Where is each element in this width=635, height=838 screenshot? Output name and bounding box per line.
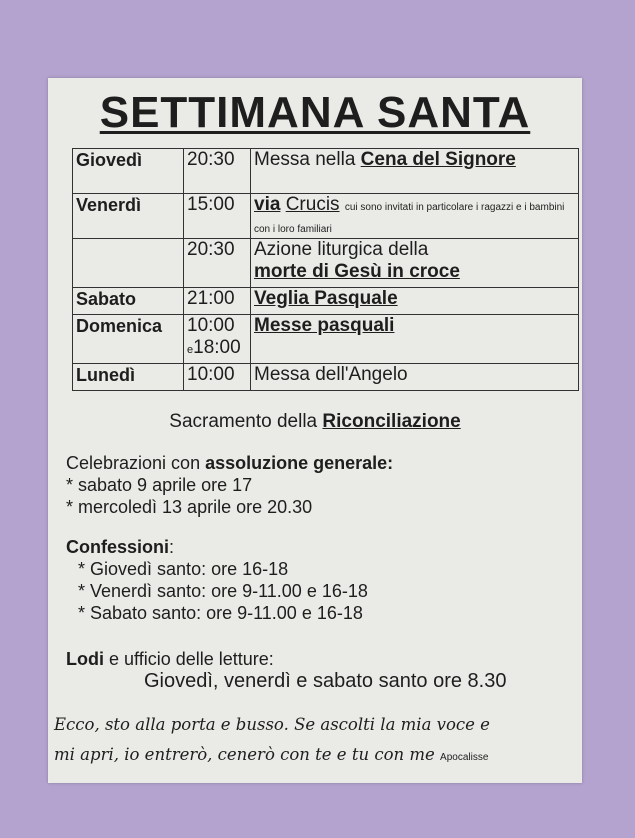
poster-sheet [48, 78, 582, 783]
event-text: Messa nella [254, 149, 361, 170]
lodi-times: Giovedì, venerdì e sabato santo ore 8.30 [144, 670, 507, 692]
poster-title: SETTIMANA SANTA [99, 88, 531, 137]
list-item: * Sabato santo: ore 9-11.00 e 16-18 [78, 603, 363, 623]
event-cell [251, 194, 579, 239]
time-value: 10:00 [187, 315, 235, 336]
event-highlight: Cena del Signore [360, 149, 516, 170]
time-cell: 10:00 [184, 364, 251, 391]
celebrazioni-heading [66, 452, 572, 474]
confessioni-heading [66, 536, 572, 558]
lodi-label: Lodi [66, 649, 104, 669]
lodi-text: e ufficio delle letture: [104, 649, 274, 669]
list-item: * Giovedì santo: ore 16-18 [78, 559, 289, 579]
time-cell: 20:30 [184, 239, 251, 288]
time-second: 18:00 [193, 337, 241, 358]
schedule-table [72, 148, 579, 391]
table-row [73, 239, 579, 288]
list-item: * mercoledì 13 aprile ore 20.30 [66, 497, 313, 517]
confessioni-colon: : [169, 537, 175, 557]
day-cell [73, 239, 184, 288]
time-cell: 15:00 [184, 194, 251, 239]
quote-source: Apocalisse [440, 752, 489, 763]
lodi-heading [66, 648, 572, 670]
table-row [73, 194, 579, 239]
event-cell [251, 364, 579, 391]
event-cell [251, 315, 579, 364]
celebrazioni-highlight: assoluzione generale: [205, 453, 394, 473]
quote-line: Ecco, sto alla porta e busso. Se ascolti la mia voce e [54, 715, 490, 734]
confessioni-section [66, 536, 572, 624]
event-text: Azione liturgica della [254, 239, 429, 260]
sacramento-text: Sacramento della [169, 411, 323, 432]
sacramento-heading [48, 411, 582, 433]
day-cell: Lunedì [73, 364, 184, 391]
confessioni-label: Confessioni [66, 537, 170, 557]
event-note: cui sono invitati in particolare i ragazzi e i bambini con i loro familiari [254, 202, 565, 235]
day-cell: Sabato [73, 288, 184, 315]
time-cell: 21:00 [184, 288, 251, 315]
time-cell [184, 315, 251, 364]
time-cell: 20:30 [184, 149, 251, 194]
table-row [73, 315, 579, 364]
event-highlight: morte di Gesù in croce [254, 261, 460, 282]
day-cell: Domenica [73, 315, 184, 364]
time-conjunction: e [187, 344, 194, 356]
list-item: * Venerdì santo: ore 9-11.00 e 16-18 [78, 581, 368, 601]
event-cell [251, 239, 579, 288]
event-highlight: Veglia Pasquale [254, 288, 398, 309]
lodi-section [66, 648, 572, 692]
event-text: Messa dell'Angelo [254, 364, 408, 385]
table-row [73, 149, 579, 194]
time-value-2 [187, 337, 247, 361]
event-highlight-2: Crucis [285, 194, 340, 215]
sacramento-highlight: Riconciliazione [322, 411, 461, 432]
celebrazioni-text: Celebrazioni con [66, 453, 206, 473]
table-row [73, 364, 579, 391]
event-cell [251, 288, 579, 315]
list-item: * sabato 9 aprile ore 17 [66, 475, 253, 495]
quote-line-text: mi apri, io entrerò, cenerò con te e tu con me [54, 745, 435, 764]
table-row [73, 288, 579, 315]
quote-line [54, 740, 576, 773]
event-cell [251, 149, 579, 194]
day-cell: Venerdì [73, 194, 184, 239]
event-highlight: via [254, 194, 281, 215]
scripture-quote [54, 710, 576, 773]
event-highlight: Messe pasquali [254, 315, 395, 336]
day-cell: Giovedì [73, 149, 184, 194]
celebrazioni-section [66, 452, 572, 518]
